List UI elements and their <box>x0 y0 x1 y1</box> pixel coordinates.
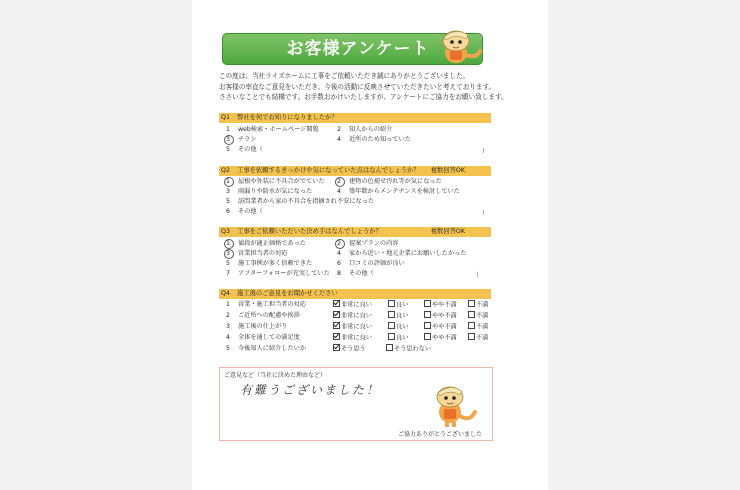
q4-row-2-choice-3[interactable]: やや不満 <box>424 311 457 321</box>
q3-option-6[interactable]: 6 口コミの評価が良い <box>337 260 405 267</box>
checkbox[interactable] <box>386 344 393 351</box>
q2-header <box>219 166 491 176</box>
checkbox[interactable] <box>388 311 395 318</box>
q4-row-2-choice-4[interactable]: 不満 <box>468 311 488 321</box>
q1-header <box>219 113 491 123</box>
q4-row-5-choice-2[interactable]: そう思わない <box>386 344 431 354</box>
q4-row-1-choice-4[interactable]: 不満 <box>468 300 488 310</box>
q3-option-3[interactable]: 3 営業担当者の対応 <box>226 250 288 257</box>
q1-option-3[interactable]: 3 チラシ <box>226 136 257 143</box>
checkbox[interactable] <box>388 300 395 307</box>
mascot-illustration-bottom <box>428 382 478 428</box>
q2-other-close: ） <box>482 210 489 217</box>
q4-row-3-choice-2[interactable]: 良い <box>388 322 408 332</box>
q4-row-1-label: 1 営業・施工担当者の対応 <box>226 301 307 308</box>
mascot-illustration-top <box>436 27 482 67</box>
q3-header <box>219 227 491 237</box>
q2-question: 工事を依頼するきっかけや気になっていた点はなんでしょうか？ <box>237 167 420 174</box>
q1-option-1[interactable]: 1 web検索・ホームページ閲覧 <box>226 126 319 133</box>
q4-row-4-choice-4[interactable]: 不満 <box>468 333 488 343</box>
checkbox-checked[interactable] <box>333 311 340 318</box>
checkbox[interactable] <box>424 322 431 329</box>
checkbox[interactable] <box>424 300 431 307</box>
q4-row-1-choice-2[interactable]: 良い <box>388 300 408 310</box>
checkbox-checked[interactable] <box>333 333 340 340</box>
q2-option-4[interactable]: 4 築年数からメンテナンスを検討していた <box>337 188 460 195</box>
checkbox-checked[interactable] <box>333 344 340 351</box>
q3-option-4[interactable]: 4 家から近い・地元企業にお願いしたかった <box>337 250 467 257</box>
q3-option-5[interactable]: 5 施工事例が多く信頼できた <box>226 260 313 267</box>
q4-row-3-choice-3[interactable]: やや不満 <box>424 322 457 332</box>
intro-line-3: ささいなことでも結構です。お手数おかけいたしますが、アンケートにご協力をお願い致します。 <box>219 93 508 101</box>
intro-line-2: お客様の率直なご意見をいただき、今後の活動に反映させていただきたいと考えております。 <box>219 82 496 91</box>
q4-header <box>219 289 491 299</box>
checkbox[interactable] <box>468 322 475 329</box>
checkbox[interactable] <box>424 333 431 340</box>
checkbox-checked[interactable] <box>333 322 340 329</box>
q4-row-3-choice-4[interactable]: 不満 <box>468 322 488 332</box>
q4-row-4-label: 4 全体を通しての満足度 <box>226 334 300 341</box>
q3-option-1[interactable]: 1 値段が適正価格であった <box>226 240 306 247</box>
q4-row-3-choice-1[interactable]: 非常に良い <box>333 322 372 332</box>
q3-question: 工事をご依頼いただいた決め手はなんでしょうか？ <box>237 228 382 235</box>
checkbox[interactable] <box>388 322 395 329</box>
q4-row-2-label: 2 ご近所への配慮や挨拶 <box>226 312 300 319</box>
q3-option-2[interactable]: 2 提案プランの内容 <box>337 240 399 247</box>
q2-option-1[interactable]: 1 屋根や外装に不具合がでていた <box>226 178 325 185</box>
handwritten-comment: 有難うございました！ <box>240 383 381 397</box>
q3-multi-note: 複数回答OK <box>430 228 465 235</box>
q4-row-2-choice-1[interactable]: 非常に良い <box>333 311 372 321</box>
q2-option-3[interactable]: 3 雨漏りや防水が気になった <box>226 188 313 195</box>
q4-row-4-choice-1[interactable]: 非常に良い <box>333 333 372 343</box>
q4-row-3-label: 3 施工後の仕上がり <box>226 323 288 330</box>
q4-row-1-choice-1[interactable]: 非常に良い <box>333 300 372 310</box>
checkbox[interactable] <box>424 311 431 318</box>
page-title: お客様アンケート <box>286 39 430 59</box>
q4-row-4-choice-3[interactable]: やや不満 <box>424 333 457 343</box>
q3-option-8[interactable]: 8 その他（ <box>337 270 374 277</box>
q2-option-5[interactable]: 5 訪問業者から家の不具合を指摘され不安になった <box>226 198 375 205</box>
q2-multi-note: 複数回答OK <box>430 167 465 174</box>
q2-option-6[interactable]: 6 その他（ <box>226 208 263 215</box>
q4-row-1-choice-3[interactable]: やや不満 <box>424 300 457 310</box>
q1-number: Q1 <box>221 114 230 121</box>
thanks-text: ご協力ありがとうございました <box>397 431 482 438</box>
q1-question: 弊社を何でお知りになりましたか？ <box>237 114 338 121</box>
checkbox[interactable] <box>468 300 475 307</box>
checkbox[interactable] <box>468 311 475 318</box>
q2-number: Q2 <box>221 167 230 174</box>
q4-row-5-choice-1[interactable]: そう思う <box>333 344 366 354</box>
checkbox[interactable] <box>388 333 395 340</box>
q1-option-5[interactable]: 5 その他（ <box>226 146 263 153</box>
q3-number: Q3 <box>221 228 230 235</box>
q3-option-7[interactable]: 7 アフターフォローが充実していた <box>226 270 330 277</box>
intro-text <box>219 71 539 103</box>
q4-number: Q4 <box>221 290 230 297</box>
q3-other-close: ） <box>476 272 483 279</box>
comment-box[interactable] <box>219 367 493 441</box>
q1-other-close: ） <box>482 148 489 155</box>
comment-label: ご意見など（当社に決めた理由など） <box>224 372 327 379</box>
intro-line-1: この度は、当社ライズホームに工事をご依頼いただき誠にありがとうございました。 <box>219 72 470 80</box>
q2-option-2[interactable]: 2 建物の色褪せ汚れ等が気になった <box>337 178 442 185</box>
q4-row-2-choice-2[interactable]: 良い <box>388 311 408 321</box>
checkbox-checked[interactable] <box>333 300 340 307</box>
checkbox[interactable] <box>468 333 475 340</box>
q4-row-4-choice-2[interactable]: 良い <box>388 333 408 343</box>
survey-sheet <box>192 0 548 490</box>
q1-option-4[interactable]: 4 近所のため知っていた <box>337 136 411 143</box>
q4-question: 施工後のご意見をお聞かせください <box>237 290 338 297</box>
q1-option-2[interactable]: 2 知人からの紹介 <box>337 126 393 133</box>
q4-row-5-label: 5 今後知人に紹介したいか <box>226 345 307 352</box>
